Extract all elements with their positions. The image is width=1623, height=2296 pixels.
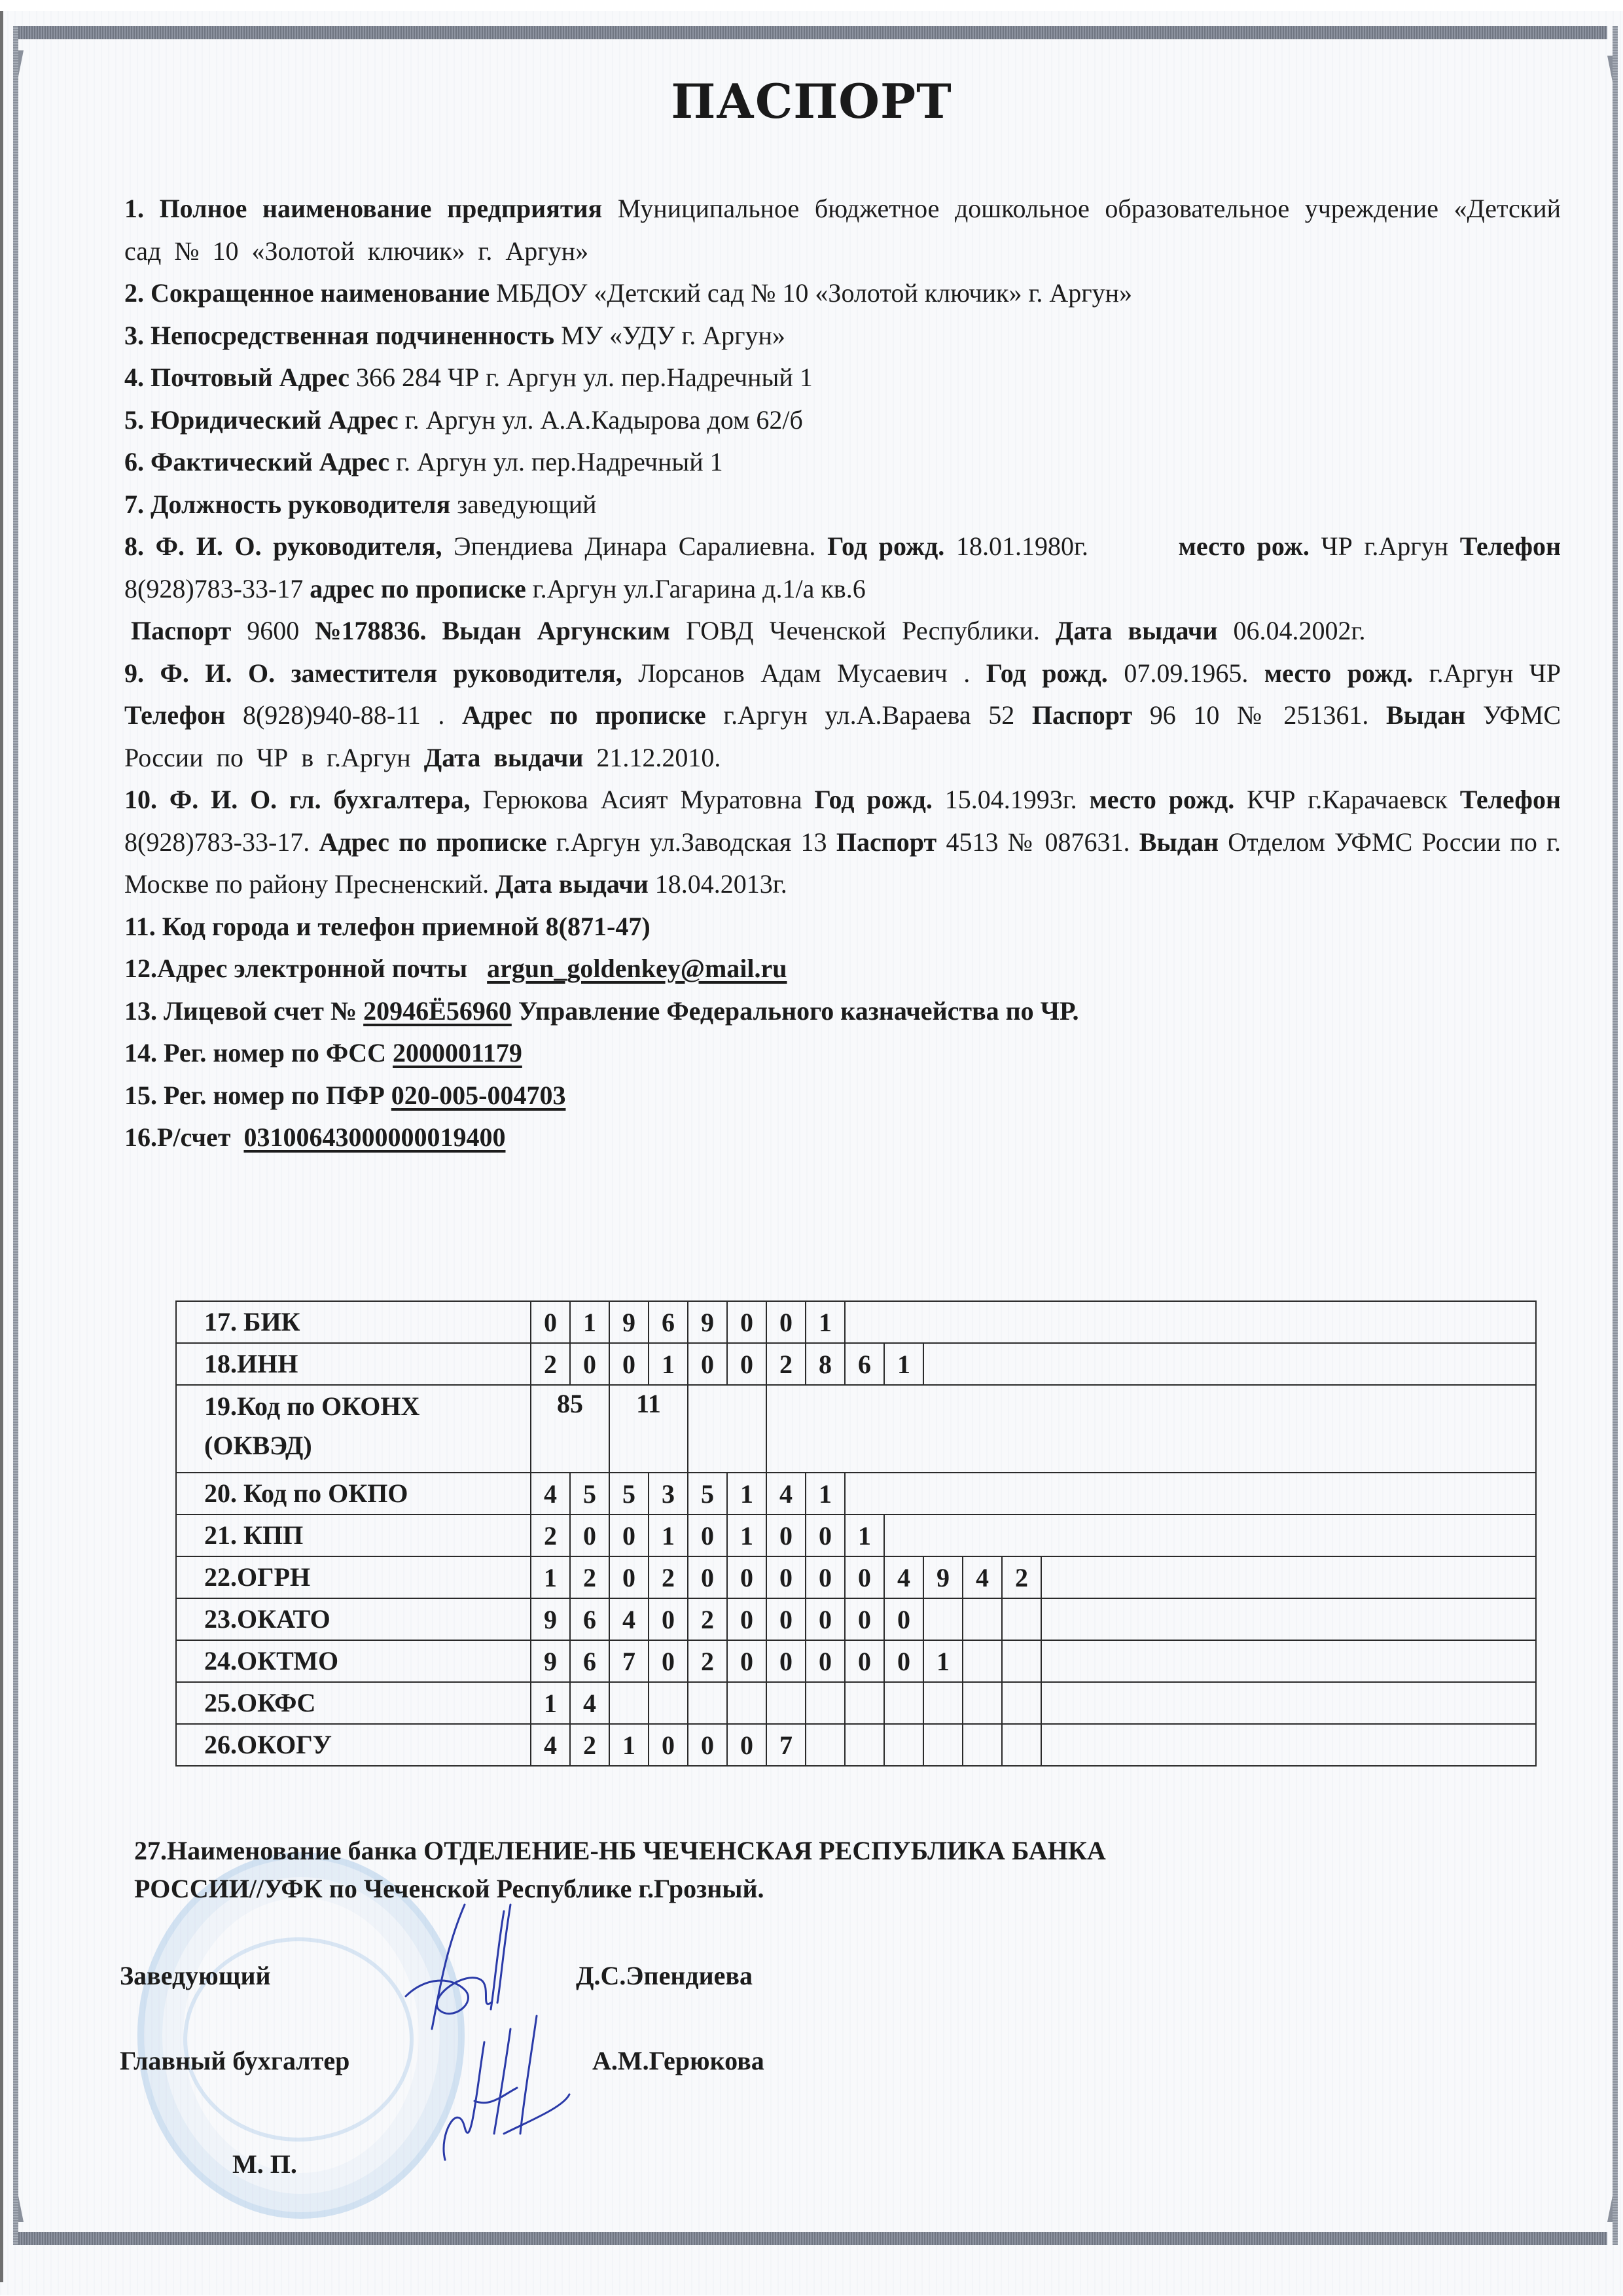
digit-cell: 1 bbox=[845, 1515, 884, 1556]
pfr-number: 020-005-004703 bbox=[391, 1080, 566, 1110]
codes-row bbox=[176, 1640, 1536, 1682]
head-passport-series: 9600 bbox=[247, 616, 300, 645]
digit-cell: 1 bbox=[609, 1724, 649, 1766]
accountant-label: 10. Ф. И. О. гл. бухгалтера, bbox=[124, 785, 471, 814]
settlement-account-label: 16.Р/счет bbox=[124, 1122, 231, 1152]
digit-cell: 4 bbox=[609, 1598, 649, 1640]
head-passport-label: Паспорт bbox=[131, 616, 232, 645]
digit-cell: 7 bbox=[609, 1640, 649, 1682]
code-label: 23.ОКАТО bbox=[176, 1598, 531, 1640]
item-label: 3. Непосредственная подчиненность bbox=[124, 320, 555, 350]
digit-cell: 9 bbox=[609, 1301, 649, 1343]
deputy-place: г.Аргун ЧР bbox=[1429, 658, 1561, 688]
digit-cell: 0 bbox=[766, 1598, 806, 1640]
fss-label: 14. Рег. номер по ФСС bbox=[124, 1038, 387, 1067]
digit-cell: 1 bbox=[806, 1473, 845, 1515]
digit-cell bbox=[1002, 1724, 1041, 1766]
digit-cell bbox=[845, 1682, 884, 1724]
accountant-reg: г.Аргун ул.Заводская 13 bbox=[556, 827, 827, 857]
digit-cell: 6 bbox=[845, 1343, 884, 1385]
fss-number: 2000001179 bbox=[393, 1038, 522, 1067]
frame-corner bbox=[18, 50, 24, 77]
digit-cell: 4 bbox=[884, 1556, 923, 1598]
code-label: 25.ОКФС bbox=[176, 1682, 531, 1724]
codes-table bbox=[175, 1300, 1537, 1767]
digit-cell: 0 bbox=[766, 1556, 806, 1598]
digit-cell bbox=[1002, 1598, 1041, 1640]
accountant-issued: Отделом УФМС России по г. Москве по району Пресненский. bbox=[124, 827, 1561, 899]
account-number: 20946Ё56960 bbox=[363, 996, 512, 1026]
item-value: МУ «УДУ г. Аргун» bbox=[561, 320, 785, 350]
okonh-cell bbox=[766, 1385, 1536, 1473]
digit-cell: 2 bbox=[570, 1556, 609, 1598]
digit-cell: 0 bbox=[570, 1515, 609, 1556]
digit-cell: 1 bbox=[923, 1640, 963, 1682]
page-frame-right bbox=[1613, 26, 1618, 2245]
code-label: 24.ОКТМО bbox=[176, 1640, 531, 1682]
digit-cell bbox=[884, 1724, 923, 1766]
frame-corner bbox=[18, 2196, 24, 2222]
digit-cell: 0 bbox=[727, 1724, 766, 1766]
digit-cell: 0 bbox=[688, 1343, 727, 1385]
accountant-issued-label: Выдан bbox=[1139, 827, 1219, 857]
digit-cell: 0 bbox=[727, 1556, 766, 1598]
page-frame-left bbox=[13, 26, 18, 2245]
empty-cell bbox=[1041, 1724, 1536, 1766]
item-value: г. Аргун ул. А.А.Кадырова дом 62/б bbox=[404, 404, 803, 435]
empty-cell bbox=[1041, 1598, 1536, 1640]
accountant-signature-icon bbox=[419, 2003, 589, 2173]
okonh-cell: 85 bbox=[531, 1385, 609, 1473]
digit-cell: 1 bbox=[649, 1515, 688, 1556]
digit-cell: 3 bbox=[649, 1473, 688, 1515]
deputy-birth: 07.09.1965. bbox=[1124, 658, 1249, 688]
digit-cell bbox=[806, 1682, 845, 1724]
accountant-passport: 4513 № 087631. bbox=[946, 827, 1130, 857]
item-12 bbox=[124, 948, 1561, 990]
digit-cell: 0 bbox=[649, 1640, 688, 1682]
digit-cell bbox=[649, 1682, 688, 1724]
codes-row bbox=[176, 1343, 1536, 1385]
digit-cell: 9 bbox=[923, 1556, 963, 1598]
head-title: Заведующий bbox=[120, 1961, 271, 1990]
digit-cell: 0 bbox=[806, 1640, 845, 1682]
email-link[interactable]: argun_goldenkey@mail.ru bbox=[487, 954, 787, 983]
deputy-issued-label: Выдан bbox=[1386, 700, 1466, 730]
digit-cell: 0 bbox=[845, 1640, 884, 1682]
item-9-deputy bbox=[124, 653, 1561, 780]
head-passport-no: №178836. bbox=[315, 616, 427, 645]
accountant-title: Главный бухгалтер bbox=[120, 2046, 350, 2075]
accountant-phone-label: Телефон bbox=[1459, 785, 1561, 814]
item-label: 1. Полное наименование предприятия bbox=[124, 194, 603, 223]
seal-mark: М. П. bbox=[232, 2149, 297, 2179]
item-label: 5. Юридический Адрес bbox=[124, 404, 399, 435]
item-value: Муниципальное бюджетное дошкольное образовательное учреждение «Детский сад № 10 «Золотой ключик» г. Аргун» bbox=[124, 194, 1561, 266]
item-15 bbox=[124, 1075, 1561, 1117]
deputy-label: 9. Ф. И. О. заместителя руководителя, bbox=[124, 658, 622, 688]
item-11: 11. Код города и телефон приемной 8(871-47) bbox=[124, 911, 651, 941]
digit-cell bbox=[923, 1598, 963, 1640]
digit-cell: 0 bbox=[845, 1556, 884, 1598]
digit-cell bbox=[923, 1682, 963, 1724]
empty-cell bbox=[1041, 1640, 1536, 1682]
digit-cell: 1 bbox=[531, 1682, 570, 1724]
item-4 bbox=[124, 357, 1561, 399]
item-label: 7. Должность руководителя bbox=[124, 489, 451, 519]
digit-cell: 0 bbox=[688, 1556, 727, 1598]
digit-cell: 2 bbox=[649, 1556, 688, 1598]
code-label: 19.Код по ОКОНХ (ОКВЭД) bbox=[176, 1385, 531, 1473]
empty-cell bbox=[845, 1473, 1536, 1515]
accountant-place-label: место рожд. bbox=[1089, 785, 1235, 814]
scan-edge bbox=[0, 11, 3, 2282]
head-phone-label: Телефон bbox=[1459, 531, 1561, 561]
digit-cell: 0 bbox=[727, 1640, 766, 1682]
digit-cell: 6 bbox=[649, 1301, 688, 1343]
digit-cell: 2 bbox=[531, 1515, 570, 1556]
digit-cell: 2 bbox=[766, 1343, 806, 1385]
digit-cell: 7 bbox=[766, 1724, 806, 1766]
digit-cell bbox=[766, 1682, 806, 1724]
digit-cell: 6 bbox=[570, 1640, 609, 1682]
head-phone: 8(928)783-33-17 bbox=[124, 573, 304, 603]
digit-cell: 2 bbox=[688, 1640, 727, 1682]
accountant-phone: 8(928)783-33-17. bbox=[124, 827, 310, 857]
codes-row bbox=[176, 1556, 1536, 1598]
head-place-label: место рож. bbox=[1178, 531, 1310, 561]
item-value: г. Аргун ул. пер.Надречный 1 bbox=[396, 447, 723, 476]
item-14 bbox=[124, 1032, 1561, 1075]
digit-cell: 1 bbox=[649, 1343, 688, 1385]
codes-row bbox=[176, 1473, 1536, 1515]
digit-cell: 4 bbox=[531, 1473, 570, 1515]
digit-cell: 5 bbox=[570, 1473, 609, 1515]
item-16 bbox=[124, 1117, 1561, 1159]
digit-cell: 0 bbox=[688, 1515, 727, 1556]
digit-cell bbox=[845, 1724, 884, 1766]
head-name: Эпендиева Динара Саралиевна. bbox=[454, 531, 816, 561]
deputy-phone-label: Телефон bbox=[124, 700, 226, 730]
head-place: ЧР г.Аргун bbox=[1321, 531, 1449, 561]
digit-cell bbox=[963, 1640, 1002, 1682]
document-body bbox=[124, 188, 1561, 1159]
item-2 bbox=[124, 272, 1561, 315]
digit-cell: 1 bbox=[570, 1301, 609, 1343]
digit-cell bbox=[688, 1682, 727, 1724]
deputy-place-label: место рожд. bbox=[1264, 658, 1414, 688]
item-8-head bbox=[124, 526, 1561, 610]
page-title: ПАСПОРТ bbox=[671, 73, 952, 129]
empty-cell bbox=[923, 1343, 1536, 1385]
digit-cell: 1 bbox=[884, 1343, 923, 1385]
digit-cell: 1 bbox=[727, 1515, 766, 1556]
head-issue-date: 06.04.2002г. bbox=[1233, 616, 1366, 645]
digit-cell: 0 bbox=[884, 1640, 923, 1682]
deputy-reg: г.Аргун ул.А.Вараева 52 bbox=[723, 700, 1015, 730]
empty-cell bbox=[845, 1301, 1536, 1343]
digit-cell: 8 bbox=[806, 1343, 845, 1385]
head-label: 8. Ф. И. О. руководителя, bbox=[124, 531, 442, 561]
digit-cell: 0 bbox=[727, 1343, 766, 1385]
digit-cell: 4 bbox=[531, 1724, 570, 1766]
head-issue-date-label: Дата выдачи bbox=[1055, 616, 1218, 645]
pfr-label: 15. Рег. номер по ПФР bbox=[124, 1080, 385, 1110]
deputy-issue-date: 21.12.2010. bbox=[596, 742, 721, 772]
settlement-account-number: 03100643000000019400 bbox=[243, 1122, 506, 1152]
item-label: 2. Сокращенное наименование bbox=[124, 278, 490, 308]
digit-cell: 1 bbox=[531, 1556, 570, 1598]
digit-cell: 0 bbox=[649, 1724, 688, 1766]
accountant-name: Герюкова Асият Муратовна bbox=[482, 785, 802, 814]
email-label: 12.Адрес электронной почты bbox=[124, 954, 468, 983]
digit-cell: 5 bbox=[609, 1473, 649, 1515]
item-value: МБДОУ «Детский сад № 10 «Золотой ключик» г. Аргун» bbox=[496, 278, 1133, 308]
digit-cell: 4 bbox=[963, 1556, 1002, 1598]
account-suffix: Управление Федерального казначейства по ЧР. bbox=[518, 996, 1079, 1026]
accountant-birth: 15.04.1993г. bbox=[944, 785, 1077, 814]
digit-cell: 0 bbox=[609, 1515, 649, 1556]
deputy-passport: 96 10 № 251361. bbox=[1149, 700, 1369, 730]
codes-row bbox=[176, 1724, 1536, 1766]
code-label: 22.ОГРН bbox=[176, 1556, 531, 1598]
accountant-birth-label: Год рожд. bbox=[814, 785, 933, 814]
digit-cell: 0 bbox=[766, 1640, 806, 1682]
item-6 bbox=[124, 441, 1561, 484]
digit-cell: 0 bbox=[609, 1556, 649, 1598]
digit-cell: 9 bbox=[688, 1301, 727, 1343]
digit-cell bbox=[963, 1724, 1002, 1766]
digit-cell: 2 bbox=[531, 1343, 570, 1385]
head-reg: г.Аргун ул.Гагарина д.1/а кв.6 bbox=[532, 573, 866, 603]
digit-cell bbox=[1002, 1682, 1041, 1724]
deputy-reg-label: Адрес по прописке bbox=[462, 700, 706, 730]
digit-cell: 0 bbox=[884, 1598, 923, 1640]
accountant-passport-label: Паспорт bbox=[836, 827, 937, 857]
accountant-signer-name: А.М.Герюкова bbox=[592, 2046, 764, 2075]
digit-cell: 1 bbox=[806, 1301, 845, 1343]
deputy-phone: 8(928)940-88-11 . bbox=[242, 700, 445, 730]
digit-cell: 0 bbox=[806, 1598, 845, 1640]
code-label: 21. КПП bbox=[176, 1515, 531, 1556]
codes-row bbox=[176, 1598, 1536, 1640]
digit-cell bbox=[609, 1682, 649, 1724]
head-reg-label: адрес по прописке bbox=[310, 573, 526, 603]
head-issued: ГОВД Чеченской Республики. bbox=[686, 616, 1040, 645]
bank-line-2: РОССИИ//УФК по Чеченской Республике г.Грозный. bbox=[134, 1874, 764, 1903]
codes-row bbox=[176, 1515, 1536, 1556]
digit-cell bbox=[963, 1598, 1002, 1640]
item-5 bbox=[124, 399, 1561, 442]
digit-cell: 2 bbox=[570, 1724, 609, 1766]
codes-row bbox=[176, 1385, 1536, 1473]
item-13 bbox=[124, 990, 1561, 1033]
code-label: 18.ИНН bbox=[176, 1343, 531, 1385]
item-8-passport bbox=[124, 610, 1561, 653]
digit-cell: 6 bbox=[570, 1598, 609, 1640]
item-1 bbox=[124, 188, 1561, 272]
item-10-accountant bbox=[124, 779, 1561, 906]
head-birth: 18.01.1980г. bbox=[955, 531, 1088, 561]
digit-cell: 0 bbox=[649, 1598, 688, 1640]
digit-cell: 9 bbox=[531, 1598, 570, 1640]
digit-cell: 0 bbox=[806, 1515, 845, 1556]
digit-cell: 2 bbox=[688, 1598, 727, 1640]
okonh-cell bbox=[688, 1385, 766, 1473]
digit-cell: 0 bbox=[766, 1301, 806, 1343]
head-signer-name: Д.С.Эпендиева bbox=[576, 1961, 753, 1990]
frame-corner bbox=[1607, 2196, 1613, 2222]
digit-cell: 2 bbox=[1002, 1556, 1041, 1598]
accountant-place: КЧР г.Карачаевск bbox=[1247, 785, 1448, 814]
digit-cell: 5 bbox=[688, 1473, 727, 1515]
empty-cell bbox=[1041, 1682, 1536, 1724]
item-3 bbox=[124, 315, 1561, 357]
codes-row bbox=[176, 1682, 1536, 1724]
digit-cell: 9 bbox=[531, 1640, 570, 1682]
empty-cell bbox=[1041, 1556, 1536, 1598]
digit-cell: 0 bbox=[766, 1515, 806, 1556]
bank-line-1: 27.Наименование банка ОТДЕЛЕНИЕ-НБ ЧЕЧЕНСКАЯ РЕСПУБЛИКА БАНКА bbox=[134, 1836, 1106, 1865]
code-label: 20. Код по ОКПО bbox=[176, 1473, 531, 1515]
digit-cell: 0 bbox=[570, 1343, 609, 1385]
deputy-issued: УФМС России по ЧР в г.Аргун bbox=[124, 700, 1561, 772]
digit-cell: 0 bbox=[845, 1598, 884, 1640]
page-frame-top bbox=[16, 26, 1607, 39]
deputy-birth-label: Год рожд. bbox=[986, 658, 1108, 688]
accountant-issue-date-label: Дата выдачи bbox=[495, 869, 649, 899]
digit-cell: 0 bbox=[531, 1301, 570, 1343]
code-label: 26.ОКОГУ bbox=[176, 1724, 531, 1766]
digit-cell: 0 bbox=[806, 1556, 845, 1598]
digit-cell bbox=[884, 1682, 923, 1724]
digit-cell: 1 bbox=[727, 1473, 766, 1515]
item-7 bbox=[124, 484, 1561, 526]
digit-cell bbox=[727, 1682, 766, 1724]
digit-cell: 4 bbox=[766, 1473, 806, 1515]
item-label: 6. Фактический Адрес bbox=[124, 447, 390, 476]
digit-cell: 0 bbox=[727, 1598, 766, 1640]
head-birth-label: Год рожд. bbox=[827, 531, 945, 561]
page-frame-bottom bbox=[16, 2232, 1607, 2245]
deputy-issue-date-label: Дата выдачи bbox=[423, 742, 584, 772]
digit-cell bbox=[1002, 1640, 1041, 1682]
item-value: 366 284 ЧР г. Аргун ул. пер.Надречный 1 bbox=[356, 363, 813, 392]
deputy-name: Лорсанов Адам Мусаевич . bbox=[638, 658, 971, 688]
deputy-passport-label: Паспорт bbox=[1031, 700, 1133, 730]
head-issued-label: Выдан Аргунским bbox=[442, 616, 671, 645]
digit-cell: 0 bbox=[688, 1724, 727, 1766]
digit-cell bbox=[963, 1682, 1002, 1724]
digit-cell: 0 bbox=[727, 1301, 766, 1343]
codes-row bbox=[176, 1301, 1536, 1343]
code-label: 17. БИК bbox=[176, 1301, 531, 1343]
digit-cell: 4 bbox=[570, 1682, 609, 1724]
okonh-cell: 11 bbox=[609, 1385, 688, 1473]
digit-cell bbox=[806, 1724, 845, 1766]
accountant-issue-date: 18.04.2013г. bbox=[654, 869, 787, 899]
empty-cell bbox=[884, 1515, 1536, 1556]
accountant-reg-label: Адрес по прописке bbox=[319, 827, 547, 857]
account-label: 13. Лицевой счет № bbox=[124, 996, 357, 1026]
item-value: заведующий bbox=[457, 489, 597, 519]
item-label: 4. Почтовый Адрес bbox=[124, 363, 350, 392]
digit-cell: 0 bbox=[609, 1343, 649, 1385]
digit-cell bbox=[923, 1724, 963, 1766]
bank-name bbox=[134, 1832, 1378, 1908]
